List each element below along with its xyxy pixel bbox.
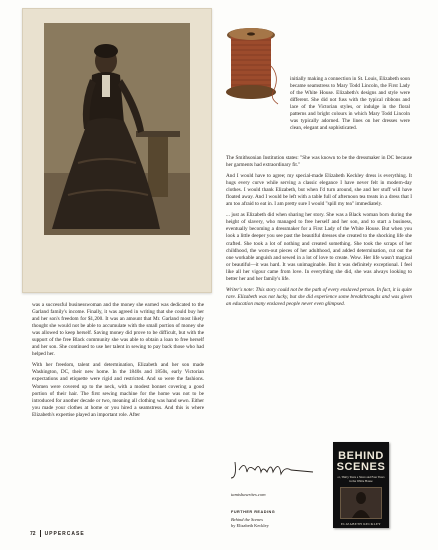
- book-title-line2: SCENES: [336, 461, 386, 473]
- author-signature: [229, 452, 319, 482]
- article-column-right-top: [290, 76, 410, 136]
- article-column-right: [226, 155, 412, 312]
- paragraph: And I would have to agree; my special-made Elizabeth Keckley dress is everything. It hugs every curve while serving a classic elegance I have never felt in modern-day clothes. I would thank Elizabeth, but when I'd turn around, she and her stuff will have floated away. And I would be left with a table full of afternoon tea treats in a dress that I am too afraid to eat in. I am pretty sure I would "spill my tea" immediately.: [226, 173, 412, 208]
- author-website[interactable]: tamishawrites.com: [231, 492, 266, 497]
- book-cover: [333, 442, 389, 528]
- further-reading-author: by Elizabeth Keckley: [231, 523, 269, 528]
- page-number: 72: [30, 530, 36, 537]
- portrait-illustration: [44, 23, 190, 235]
- book-author: ELIZABETH KECKLEY: [341, 522, 381, 527]
- portrait-card: [22, 8, 212, 293]
- article-column-left: [32, 302, 204, 423]
- magazine-name: UPPERCASE: [44, 530, 85, 537]
- paragraph: was a successful businesswoman and the money she earned was dedicated to the Garland family's income. Finally, it was agreed in writing that she could buy her and her son's freedom for $1,200. It was an amount that Mr. Garland most likely thought she would not be able to accumulate with the small portion of money she was allowed to keep herself. Saving money did prove to be difficult, but with the support of the free Black community she was able to obtain a loan to free herself and her son. She continued to use her talent in sewing to pay back those who had helped her.: [32, 302, 204, 358]
- paragraph: The Smithsonian Institution states: "She was known to be the dressmaker in DC because her garments had extraordinary fit.": [226, 155, 412, 169]
- page-footer: [30, 530, 85, 537]
- further-reading-label: FURTHER READING: [231, 510, 276, 514]
- book-subtitle: or, Thirty Years a Slave and Four Years in the White House: [337, 475, 385, 483]
- footer-divider: [40, 530, 41, 537]
- thread-spool-illustration: [214, 26, 288, 106]
- book-title-line1: BEHIND: [338, 450, 384, 462]
- book-cover-art: [340, 487, 382, 519]
- paragraph: ... just as Elizabeth did when sharing her story. She was a Black woman born during the height of slavery, who managed to free herself and her son, and to start a business, eventually becoming a dressmaker for a First Lady of the White House. But when you look a little deeper you see past the beautiful dresses she created to the shocking life she crafted. She took a lot of nothing and created something. She took the scraps of her childhood, the worn-out pieces of her adulthood, and added determination, cut out the one workable anguish and sewed in a lot of love to create. Wow. Her life wasn't magical or beautiful—it was hard. It was unimaginable. But it was definitely exceptional. I feel like all her vigour came from love. In everything she did, she was always looking to better her and her family's life.: [226, 212, 412, 282]
- paragraph: With her freedom, talent and determination, Elizabeth and her son made Washington, DC, their new home. In the 1840s and 1850s, early Victorian expectations and etiquette were rigid and restricted. And so were the fashions. Women were covered up to the neck, with a modest bonnet covering a good portion of their hair. The first sewing machine for the home was not to be introduced for another decade or two, meaning all clothing was hand sewn. Either you made your clothes at home or you hired a seamstress. And this is where Elizabeth's expertise played an important role. After: [32, 362, 204, 418]
- paragraph: initially making a connection in St. Louis, Elizabeth soon became seamstress to Mary Todd Lincoln, the First Lady of the White House. Elizabeth's designs and style were different. She did not fuss with the typical ribbons and lace of the Victorian styles, or indulge in the floral patterns and bright colours in which Mary Todd Lincoln was typically adorned. The lines on her dresses were clean, elegant and sophisticated.: [290, 76, 410, 132]
- portrait-photo: [44, 23, 190, 235]
- further-reading-title: Behind the Scenes: [231, 517, 263, 522]
- writers-note: Writer's note: This story could not be the path of every enslaved person. In fact, it is quite rare. Elizabeth was not lucky, but she did experience some breakthroughs and was given an education many enslaved people never even glimpsed.: [226, 286, 412, 307]
